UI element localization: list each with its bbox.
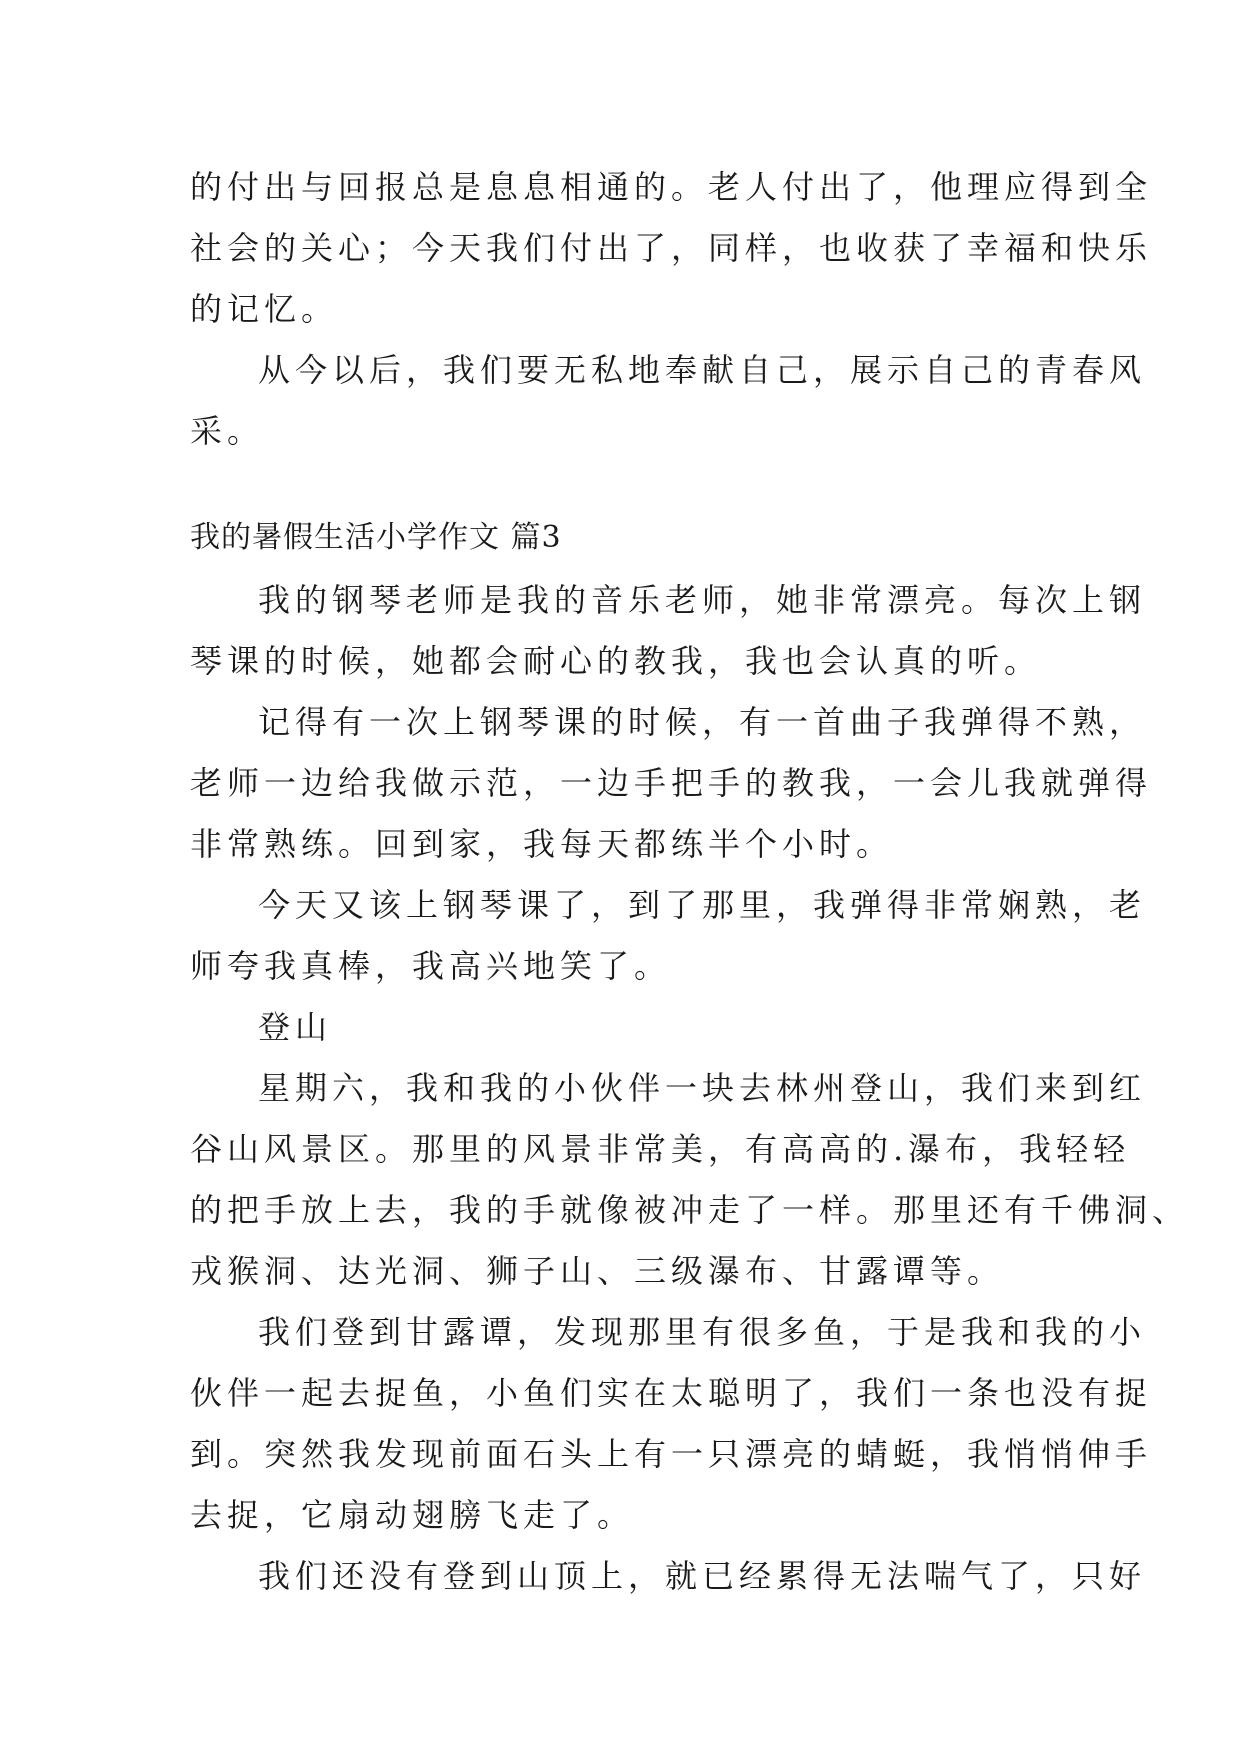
text-line: 我们还没有登到山顶上，就已经累得无法喘气了，只好: [258, 1557, 1147, 1595]
text-line: 琴课的时候，她都会耐心的教我，我也会认真的听。: [190, 642, 1042, 680]
text-line: 社会的关心；今天我们付出了，同样，也收获了幸福和快乐: [190, 229, 1153, 267]
section-heading: 我的暑假生活小学作文 篇3: [190, 520, 562, 555]
text-line: 的付出与回报总是息息相通的。老人付出了，他理应得到全: [190, 168, 1153, 206]
text-line: 记得有一次上钢琴课的时候，有一首曲子我弹得不熟，: [258, 703, 1147, 741]
text-line: 去捉，它扇动翅膀飞走了。: [190, 1496, 635, 1534]
text-line: 的记忆。: [190, 290, 339, 328]
text-line: 老师一边给我做示范，一边手把手的教我，一会儿我就弹得: [190, 764, 1153, 802]
text-line: 从今以后，我们要无私地奉献自己，展示自己的青春风: [258, 351, 1147, 389]
text-line: 到。突然我发现前面石头上有一只漂亮的蜻蜓，我悄悄伸手: [190, 1435, 1153, 1473]
text-line: 星期六，我和我的小伙伴一块去林州登山，我们来到红: [258, 1069, 1147, 1107]
text-line: 采。: [190, 412, 265, 450]
text-line: 今天又该上钢琴课了，到了那里，我弹得非常娴熟，老: [258, 886, 1147, 924]
text-line: 谷山风景区。那里的风景非常美，有高高的.瀑布，我轻轻: [190, 1130, 1131, 1168]
text-line: 我们登到甘露谭，发现那里有很多鱼，于是我和我的小: [258, 1313, 1147, 1351]
text-line: 伙伴一起去捉鱼，小鱼们实在太聪明了，我们一条也没有捉: [190, 1374, 1153, 1412]
text-line: 我的钢琴老师是我的音乐老师，她非常漂亮。每次上钢: [258, 581, 1147, 619]
text-line: 的把手放上去，我的手就像被冲走了一样。那里还有千佛洞、: [190, 1191, 1190, 1229]
text-line: 非常熟练。回到家，我每天都练半个小时。: [190, 825, 894, 863]
text-line: 戎猴洞、达光洞、狮子山、三级瀑布、甘露谭等。: [190, 1252, 1005, 1290]
subheading: 登山: [258, 1008, 333, 1046]
text-line: 师夸我真棒，我高兴地笑了。: [190, 947, 672, 985]
